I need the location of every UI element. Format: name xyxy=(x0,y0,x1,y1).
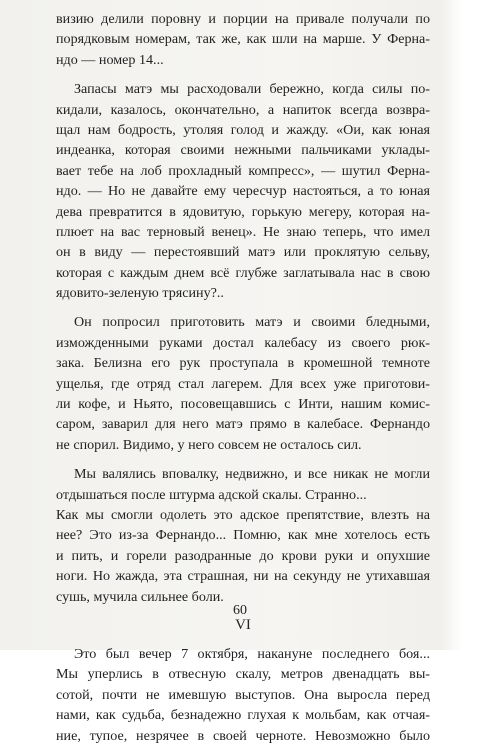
text-line: визию делили поровну и порции на привале получали по xyxy=(56,11,430,27)
text-line: и пить, и горели разодранные до крови руки и опухшие xyxy=(56,547,430,564)
text-line: ли кофе, и Ньято, посовещавшись с Инти, нашим комис- xyxy=(56,396,430,413)
text-line: кидали, казалось, окончательно, а напиток всегда возвра- xyxy=(56,101,430,118)
text-line: изможденными руками достал калебасу из своего рюк- xyxy=(56,334,430,351)
text-line: Это был вечер 7 октября, накануне последнего боя... xyxy=(74,645,430,662)
text-line: Мы уперлись в отвесную скалу, метров двенадцать вы- xyxy=(56,666,430,683)
text-line: отдышаться после штурма адской скалы. Странно... xyxy=(56,486,367,503)
text-line: ние, тупое, незрячее в своей черноте. Невозможно было xyxy=(56,727,430,744)
text-line: ядовито-зеленую трясину?.. xyxy=(56,285,224,302)
text-line: нами, как судьба, безнадежно глухая к мольбам, как отчая- xyxy=(56,707,430,724)
text-line: которая с каждым днем всё глубже заглатывала нас в свою xyxy=(56,264,430,281)
text-line: зака. Белизна его рук проступала в кромешной темноте xyxy=(56,355,430,372)
text-line: Запасы матэ мы расходовали бережно, когда силы по- xyxy=(74,81,430,98)
text-line: щал нам бодрость, утоляя голод и жажду. «Ои, как юная xyxy=(56,121,430,138)
text-line: он в виду — перестоявший матэ или проклятую сельву, xyxy=(56,244,430,261)
text-line: индеанка, которая своими нежными пальчиками уклады- xyxy=(56,142,430,159)
body-text xyxy=(56,9,430,746)
text-line: сушь, мучила сильнее боли. xyxy=(56,588,224,605)
page-edge-shadow xyxy=(440,0,480,650)
paragraph-gap xyxy=(56,455,430,464)
text-line: нее? Это из-за Фернандо... Помню, как мне хотелось есть xyxy=(56,527,430,544)
text-line: ндо. — Но не давайте ему чересчур настояться, а то юная xyxy=(56,183,430,200)
text-line: ущелья, где отряд стал лагерем. Для всех уже приготови- xyxy=(56,375,430,392)
chapter-heading: VI xyxy=(235,616,251,633)
paragraph-gap xyxy=(56,303,430,312)
paragraph-gap xyxy=(56,70,430,79)
text-line: Как мы смогли одолеть это адское препятствие, влезть на xyxy=(56,506,430,523)
text-line: вает тебе на лоб прохладный компресс», — шутил Ферна- xyxy=(56,162,430,179)
text-line: Он попросил приготовить матэ и своими бледными, xyxy=(74,314,430,331)
text-line: ноги. Но жажда, эта страшная, ни на секунду не утихавшая xyxy=(56,568,430,585)
text-line: дева превратится в ядовитую, горькую мегеру, которая на- xyxy=(56,203,430,220)
text-line: порядковым номерам, так же, как шли на марше. У Ферна- xyxy=(56,31,430,48)
text-line: плюет на вас терновый венец». Не знаю теперь, что имел xyxy=(56,223,430,240)
page-number: 60 xyxy=(233,603,247,618)
text-line: сотой, почти не имевшую выступов. Она выросла перед xyxy=(56,686,430,703)
text-line: ндо — номер 14... xyxy=(56,51,164,68)
text-line: саром, заварил для него матэ прямо в калебасе. Фернандо xyxy=(56,416,430,433)
text-line: Мы валялись вповалку, недвижно, и все никак не могли xyxy=(74,466,430,483)
text-line: не спорил. Видимо, у него совсем не осталось сил. xyxy=(56,436,362,453)
